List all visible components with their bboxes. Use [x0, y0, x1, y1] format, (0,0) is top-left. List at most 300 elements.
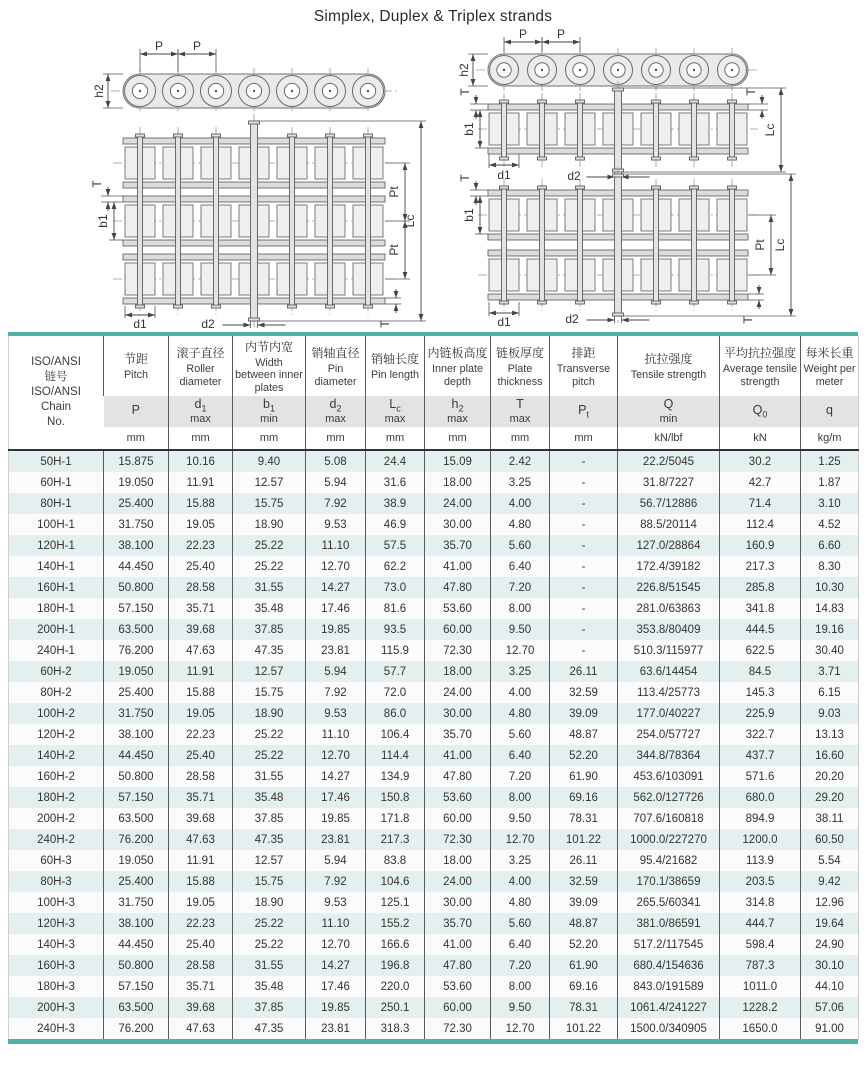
dim-arrow [757, 300, 762, 307]
table-cell: 680.0 [720, 787, 801, 808]
dim-label: P [154, 39, 164, 53]
table-cell: 5.94 [306, 661, 366, 682]
pin-center [731, 69, 733, 71]
table-cell: 196.8 [366, 955, 425, 976]
dim-arrow [535, 40, 542, 45]
table-cell: 38.100 [104, 913, 169, 934]
table-cell: 39.09 [550, 703, 618, 724]
table-cell: 10.30 [801, 577, 859, 598]
table-cell: 31.6 [366, 472, 425, 493]
table-cell: 5.94 [306, 472, 366, 493]
table-cell: 166.6 [366, 934, 425, 955]
dim-label: d2 [567, 169, 581, 183]
pin-head [690, 301, 699, 304]
dim-label: Lc [773, 238, 787, 252]
table-cell: 17.46 [306, 598, 366, 619]
dim-arrow [244, 323, 251, 328]
table-row [9, 1018, 859, 1039]
dim-label: Pt [753, 239, 767, 251]
pin-head [538, 100, 547, 103]
pin-head [500, 186, 509, 189]
table-cell: 160.9 [720, 535, 801, 556]
pin-head [576, 157, 585, 160]
table-cell: 171.8 [366, 808, 425, 829]
table-cell: 5.60 [491, 535, 550, 556]
table-cell: 19.050 [104, 850, 169, 871]
dim-arrow [148, 313, 155, 318]
symbol-cell [425, 396, 491, 427]
pin-center [655, 69, 657, 71]
table-cell: 8.00 [491, 598, 550, 619]
dim-arrow [512, 163, 519, 168]
table-cell: 38.11 [801, 808, 859, 829]
pin-center [367, 90, 369, 92]
table-cell: 41.00 [425, 745, 491, 766]
pin-head [500, 157, 509, 160]
table-cell: 60.50 [801, 829, 859, 850]
table-cell: 72.0 [366, 682, 425, 703]
dim-label: Lc [403, 214, 417, 228]
col-en-label: Width between inner plates [235, 357, 303, 394]
pin [540, 100, 545, 160]
table-cell: 6.40 [491, 745, 550, 766]
table-cell: 31.8/7227 [618, 472, 720, 493]
table-bottom-border [8, 1039, 858, 1044]
table-cell: 19.64 [801, 913, 859, 934]
table-cell: 25.400 [104, 493, 169, 514]
pin-head [576, 186, 585, 189]
table-cell: 62.2 [366, 556, 425, 577]
dim-label: b1 [462, 122, 476, 136]
table-cell: 41.00 [425, 556, 491, 577]
table-cell: 52.20 [550, 934, 618, 955]
header-chain-no [9, 336, 104, 450]
col-en-label: Inner plate depth [431, 363, 484, 388]
table-cell: 15.88 [169, 493, 233, 514]
header-col-pin-diameter [306, 336, 366, 396]
symbol-cell [618, 396, 720, 427]
table-cell: 1011.0 [720, 976, 801, 997]
table-row [9, 703, 859, 724]
dim-arrow [779, 165, 784, 172]
col-zh-label: 内节内宽 [244, 340, 293, 355]
chain-no-cell: 80H-3 [40, 875, 72, 888]
table-cell: 22.23 [169, 535, 233, 556]
connecting-pin [615, 88, 622, 172]
symbol: L [389, 396, 397, 411]
symbol-cell [720, 396, 801, 427]
symbol: T [516, 396, 524, 411]
dim-arrow [478, 141, 483, 148]
chain-no-cell: 140H-2 [37, 749, 75, 762]
table-cell: 38.100 [104, 724, 169, 745]
table-row [9, 450, 859, 472]
table-cell: 106.4 [366, 724, 425, 745]
table-cell: 265.5/60341 [618, 892, 720, 913]
table-cell: 8.00 [491, 976, 550, 997]
table-cell: 47.80 [425, 577, 491, 598]
table-cell: 25.22 [233, 934, 306, 955]
table-cell: 35.71 [169, 598, 233, 619]
table-cell: 35.71 [169, 976, 233, 997]
symbol-qualifier: max [384, 412, 406, 425]
table-cell: 15.88 [169, 682, 233, 703]
pin-head [728, 157, 737, 160]
chain-no-cell: 160H-3 [37, 959, 75, 972]
table-cell: 61.90 [550, 955, 618, 976]
table-cell: 571.6 [720, 766, 801, 787]
pin [730, 100, 735, 160]
symbol-sub: c [396, 403, 401, 414]
table-cell: 11.10 [306, 913, 366, 934]
table-cell: 57.150 [104, 787, 169, 808]
table-row [9, 661, 859, 682]
table-cell: 35.71 [169, 787, 233, 808]
table-cell: 9.53 [306, 703, 366, 724]
dim-label: b1 [462, 208, 476, 222]
col-en-label: Plate thickness [497, 363, 543, 388]
dim-label: Pt [387, 186, 401, 198]
table-cell: 15.75 [233, 493, 306, 514]
col-en-label: Weight per meter [803, 363, 856, 388]
table-cell: 155.2 [366, 913, 425, 934]
dim-arrow [394, 304, 399, 311]
dim-arrow [178, 52, 185, 57]
header-col-tensile-strength [618, 336, 720, 396]
table-cell: 95.4/21682 [618, 850, 720, 871]
table-cell: 39.68 [169, 619, 233, 640]
table-cell: 510.3/115977 [618, 640, 720, 661]
table-cell: 60.00 [425, 808, 491, 829]
table-cell: 47.63 [169, 829, 233, 850]
dim-arrow [419, 314, 424, 321]
table-cell: 6.40 [491, 556, 550, 577]
table-cell: 341.8 [720, 598, 801, 619]
pin-center [329, 90, 331, 92]
col-en-label: Pin length [370, 369, 420, 382]
table-cell: 12.70 [491, 829, 550, 850]
col-zh-label: 链板厚度 [495, 346, 544, 361]
pin-center [215, 90, 217, 92]
spec-table-wrap [8, 332, 858, 1044]
col-zh-label: 销轴长度 [370, 352, 419, 367]
simplex-duplex-chain-diagram [428, 28, 862, 330]
symbol: P [131, 402, 140, 417]
dim-arrow [779, 88, 784, 95]
table-cell: 24.4 [366, 450, 425, 472]
table-cell: 46.9 [366, 514, 425, 535]
table-cell: 13.13 [801, 724, 859, 745]
col-zh-label: 排距 [571, 346, 596, 361]
pin-head [136, 305, 145, 308]
table-cell: 39.09 [550, 892, 618, 913]
table-cell: 104.6 [366, 871, 425, 892]
table-cell: 25.22 [233, 724, 306, 745]
chain-no-cell: 240H-2 [37, 833, 75, 846]
dim-label: d1 [497, 315, 511, 329]
table-cell: 57.5 [366, 535, 425, 556]
table-cell: 113.9 [720, 850, 801, 871]
table-cell: 18.90 [233, 703, 306, 724]
dim-arrow [106, 202, 111, 209]
table-row [9, 808, 859, 829]
symbol-qualifier: max [447, 412, 468, 425]
unit-cell: mm [233, 427, 306, 450]
table-cell: 76.200 [104, 640, 169, 661]
table-cell: 1000.0/227270 [618, 829, 720, 850]
table-cell: 19.05 [169, 703, 233, 724]
dim-arrow [140, 52, 147, 57]
symbol: Q [752, 402, 763, 417]
table-cell: 17.46 [306, 976, 366, 997]
table-cell: 26.11 [550, 850, 618, 871]
table-row [9, 619, 859, 640]
table-cell: 35.48 [233, 598, 306, 619]
pin-center [541, 69, 543, 71]
symbol-qualifier: min [659, 412, 678, 425]
symbol-sub: 2 [336, 403, 342, 414]
table-cell: - [550, 577, 618, 598]
table-cell: 63.500 [104, 808, 169, 829]
table-cell: 41.00 [425, 934, 491, 955]
dim-label: P [192, 39, 202, 53]
table-cell: 76.200 [104, 829, 169, 850]
table-cell: 203.5 [720, 871, 801, 892]
table-cell: 81.6 [366, 598, 425, 619]
table-cell: 16.60 [801, 745, 859, 766]
symbol-cell [233, 396, 306, 427]
table-cell: 28.58 [169, 577, 233, 598]
table-cell: 322.7 [720, 724, 801, 745]
chain-no-cell: 140H-1 [37, 560, 75, 573]
table-cell: 35.48 [233, 976, 306, 997]
table-cell: 57.06 [801, 997, 859, 1018]
symbol-sub: 2 [458, 403, 464, 414]
table-cell: 172.4/39182 [618, 556, 720, 577]
table-cell: 225.9 [720, 703, 801, 724]
table-cell: 10.16 [169, 450, 233, 472]
symbol: d [194, 396, 202, 411]
table-cell: 30.10 [801, 955, 859, 976]
dim-arrow [106, 74, 111, 81]
chain-no-cell: 160H-2 [37, 770, 75, 783]
table-cell: 1228.2 [720, 997, 801, 1018]
table-cell: 72.30 [425, 640, 491, 661]
table-cell: 91.00 [801, 1018, 859, 1039]
table-cell: 63.500 [104, 997, 169, 1018]
table-cell: 14.83 [801, 598, 859, 619]
table-cell: 44.450 [104, 556, 169, 577]
table-cell: 9.42 [801, 871, 859, 892]
table-row [9, 850, 859, 871]
pin [730, 186, 735, 304]
table-cell: 14.27 [306, 766, 366, 787]
pin-head [538, 186, 547, 189]
table-cell: 47.80 [425, 955, 491, 976]
header-col-inner-width [233, 336, 306, 396]
table-cell: 134.9 [366, 766, 425, 787]
pin-center [291, 90, 293, 92]
table-cell: 3.25 [491, 472, 550, 493]
table-cell: 11.91 [169, 661, 233, 682]
table-cell: 707.6/160818 [618, 808, 720, 829]
table-cell: - [550, 640, 618, 661]
table-cell: 15.09 [425, 450, 491, 472]
table-cell: 22.23 [169, 913, 233, 934]
symbol-sub: 1 [201, 403, 207, 414]
pin [578, 186, 583, 304]
pin-head [249, 318, 260, 321]
table-cell: 53.60 [425, 598, 491, 619]
dim-arrow [622, 318, 629, 323]
dim-arrow [504, 40, 511, 45]
dim-arrow [474, 110, 479, 117]
table-cell: 19.050 [104, 661, 169, 682]
table-row [9, 472, 859, 493]
table-cell: 6.15 [801, 682, 859, 703]
pin-head [652, 186, 661, 189]
table-cell: 8.00 [491, 787, 550, 808]
table-row [9, 871, 859, 892]
pin-head [364, 134, 373, 137]
table-cell: - [550, 556, 618, 577]
table-cell: 47.35 [233, 1018, 306, 1039]
pin-head [728, 186, 737, 189]
table-cell: 39.68 [169, 808, 233, 829]
table-cell: 18.90 [233, 892, 306, 913]
table-cell: 1200.0 [720, 829, 801, 850]
table-cell: 4.80 [491, 892, 550, 913]
table-cell: 57.150 [104, 598, 169, 619]
table-cell: 47.63 [169, 1018, 233, 1039]
table-cell: 57.7 [366, 661, 425, 682]
pin-head [364, 305, 373, 308]
table-row [9, 535, 859, 556]
dim-label: h2 [92, 84, 106, 98]
table-row [9, 997, 859, 1018]
table-cell: 843.0/191589 [618, 976, 720, 997]
table-cell: 4.00 [491, 871, 550, 892]
dim-arrow [789, 174, 794, 181]
table-row [9, 556, 859, 577]
chain-no-line: ISO/ANSI [31, 356, 81, 369]
table-row [9, 493, 859, 514]
table-cell: 1.87 [801, 472, 859, 493]
table-cell: 19.85 [306, 619, 366, 640]
pin-center [693, 69, 695, 71]
dim-label: b1 [96, 214, 110, 228]
pin-center [253, 90, 255, 92]
spec-table [8, 336, 859, 1039]
dim-label: d2 [565, 312, 579, 326]
dim-label: P [556, 28, 566, 41]
table-cell: 285.8 [720, 577, 801, 598]
spec-table-body [9, 450, 859, 1039]
dim-arrow [760, 110, 765, 117]
table-cell: 44.450 [104, 745, 169, 766]
table-cell: 29.20 [801, 787, 859, 808]
table-cell: 42.7 [720, 472, 801, 493]
pin [654, 186, 659, 304]
table-cell: - [550, 514, 618, 535]
table-cell: 25.40 [169, 934, 233, 955]
pin-head [288, 305, 297, 308]
pin-head [652, 301, 661, 304]
chain-no-cell: 100H-3 [37, 896, 75, 909]
table-cell: 5.54 [801, 850, 859, 871]
dim-label: Pt [387, 244, 401, 256]
table-cell: 217.3 [366, 829, 425, 850]
table-cell: 18.00 [425, 472, 491, 493]
chain-no-cell: 60H-2 [40, 665, 72, 678]
dim-label: T [741, 316, 755, 324]
header-col-plate-depth [425, 336, 491, 396]
table-cell: 23.81 [306, 640, 366, 661]
pin-head [326, 134, 335, 137]
table-cell: 145.3 [720, 682, 801, 703]
pin [290, 134, 295, 308]
table-cell: 3.10 [801, 493, 859, 514]
table-cell: 39.68 [169, 997, 233, 1018]
pin [654, 100, 659, 160]
table-cell: 517.2/117545 [618, 934, 720, 955]
table-row [9, 829, 859, 850]
pin-head [500, 301, 509, 304]
table-cell: 11.91 [169, 850, 233, 871]
spec-table-head [9, 336, 859, 450]
table-cell: 7.20 [491, 766, 550, 787]
dim-label: T [458, 174, 472, 182]
chain-no-line: 链号 [44, 371, 68, 384]
table-cell: 1500.0/340905 [618, 1018, 720, 1039]
table-cell: 31.750 [104, 703, 169, 724]
table-cell: 562.0/127726 [618, 787, 720, 808]
col-en-label: Roller diameter [179, 363, 222, 388]
table-cell: 113.4/25773 [618, 682, 720, 703]
col-zh-label: 内链板高度 [427, 346, 488, 361]
unit-cell: mm [550, 427, 618, 450]
table-cell: 47.63 [169, 640, 233, 661]
table-cell: 15.75 [233, 871, 306, 892]
table-row [9, 913, 859, 934]
symbol: d [329, 396, 337, 411]
pin-head [690, 100, 699, 103]
header-col-plate-thickness [491, 336, 550, 396]
col-en-label: Tensile strength [630, 369, 707, 382]
chain-no-cell: 80H-1 [40, 497, 72, 510]
table-cell: 71.4 [720, 493, 801, 514]
table-cell: 63.500 [104, 619, 169, 640]
table-cell: 9.50 [491, 808, 550, 829]
pin-head [652, 100, 661, 103]
pin [502, 186, 507, 304]
pin [692, 100, 697, 160]
connecting-pin [251, 121, 258, 321]
table-row [9, 955, 859, 976]
table-cell: 894.9 [720, 808, 801, 829]
dim-label: d1 [497, 168, 511, 182]
pin-head [174, 305, 183, 308]
pin-head [538, 301, 547, 304]
symbol-cell [104, 396, 169, 427]
table-cell: 30.2 [720, 450, 801, 472]
table-cell: 72.30 [425, 1018, 491, 1039]
chain-no-cell: 100H-2 [37, 707, 75, 720]
dim-label: T [458, 88, 472, 96]
table-cell: 50.800 [104, 955, 169, 976]
table-cell: 250.1 [366, 997, 425, 1018]
table-row [9, 976, 859, 997]
